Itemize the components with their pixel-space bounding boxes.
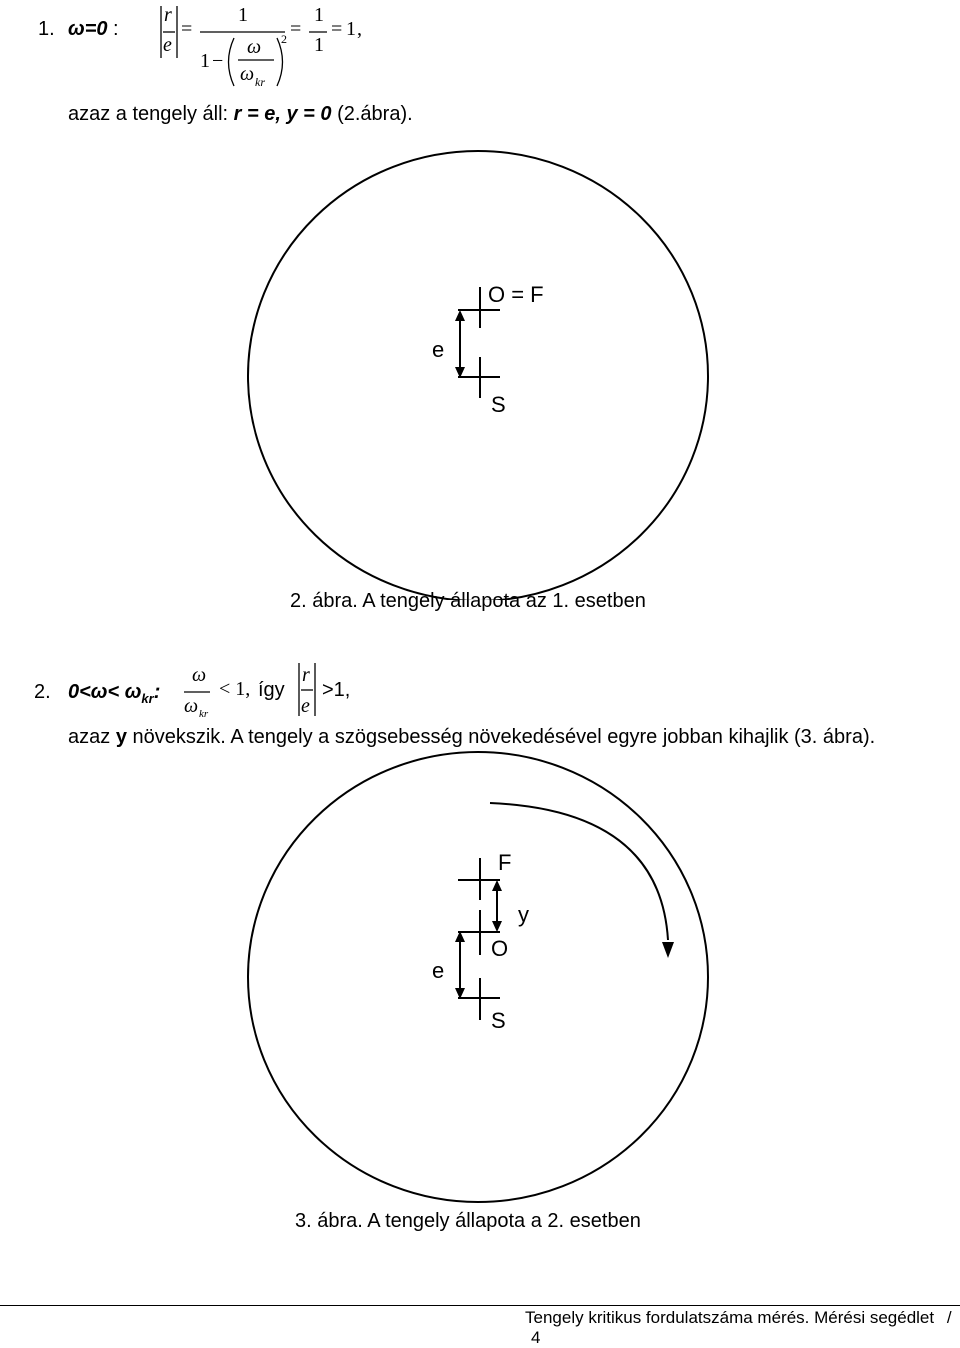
case2-frac-den-sub: kr — [199, 708, 209, 720]
case1-frac-num: 1 — [238, 4, 248, 26]
case1-comma: , — [357, 18, 362, 40]
figure3-label-f: F — [498, 850, 512, 875]
case1-colon: : — [113, 18, 119, 40]
case2-ratio-den: e — [301, 695, 310, 717]
figure3-label-e: e — [432, 958, 445, 983]
case1-eq3: = — [331, 18, 343, 40]
case1-result: 1 — [346, 18, 356, 40]
case2-ratio-num: r — [302, 664, 310, 686]
case1-minus: − — [212, 50, 224, 72]
case2-frac-den: ω — [184, 695, 199, 717]
case1-explanation-prefix: azaz a tengely áll: — [68, 103, 234, 125]
case1-square: 2 — [281, 32, 287, 46]
case2-condition-text: 0<ω< ω — [68, 681, 142, 703]
case1-kr-sub: kr — [255, 75, 265, 89]
figure2-label-of: O = F — [488, 282, 544, 307]
case1-omega-kr: ω — [240, 63, 255, 85]
case1-ratio-den: e — [163, 34, 172, 56]
footer-rule — [0, 1305, 960, 1306]
case2-explanation-suffix: növekszik. A tengely a szögsebesség növekedésével egyre jobban kihajlik (3. ábra). — [126, 726, 876, 748]
case1-ratio-num: r — [164, 4, 172, 26]
case1-omega: ω — [247, 36, 262, 58]
case2-number: 2. — [34, 681, 51, 703]
footer-page-number: 4 — [531, 1328, 541, 1347]
figure3-label-y: y — [518, 902, 529, 927]
footer-text: Tengely kritikus fordulatszáma mérés. Mérési segédlet — [525, 1308, 935, 1327]
case2-gt-one: >1, — [322, 679, 351, 701]
footer-separator: / — [946, 1308, 952, 1327]
case1-frac-den-one: 1 — [200, 50, 210, 72]
case2-condition-sub: kr — [141, 691, 154, 706]
case2-explanation-prefix: azaz — [68, 726, 116, 748]
case1-explanation-bold: r = e, y = 0 — [233, 103, 332, 125]
case1-frac2-num: 1 — [314, 4, 324, 26]
case2-frac-num: ω — [192, 664, 207, 686]
page-footer — [525, 1308, 960, 1348]
figure2-label-s: S — [491, 392, 506, 417]
case2-lt-one: < 1, — [219, 678, 251, 700]
case2-explanation-bold: y — [115, 726, 127, 748]
case1-explanation-suffix: (2.ábra). — [331, 103, 413, 125]
case1-eq2: = — [290, 18, 302, 40]
figure2-caption: 2. ábra. A tengely állapota az 1. esetben — [290, 590, 646, 612]
case2-igy: így — [258, 679, 285, 701]
figure3-label-s: S — [491, 1008, 506, 1033]
figure3-label-o: O — [491, 936, 509, 961]
figure2-label-e: e — [432, 337, 445, 362]
figure3-caption: 3. ábra. A tengely állapota a 2. esetben — [295, 1210, 641, 1232]
case1-frac2-den: 1 — [314, 34, 324, 56]
case1-number: 1. — [38, 18, 55, 40]
case1-eq1: = — [181, 18, 193, 40]
case1-condition: ω=0 — [68, 18, 108, 40]
case2-condition-colon: : — [153, 681, 161, 703]
